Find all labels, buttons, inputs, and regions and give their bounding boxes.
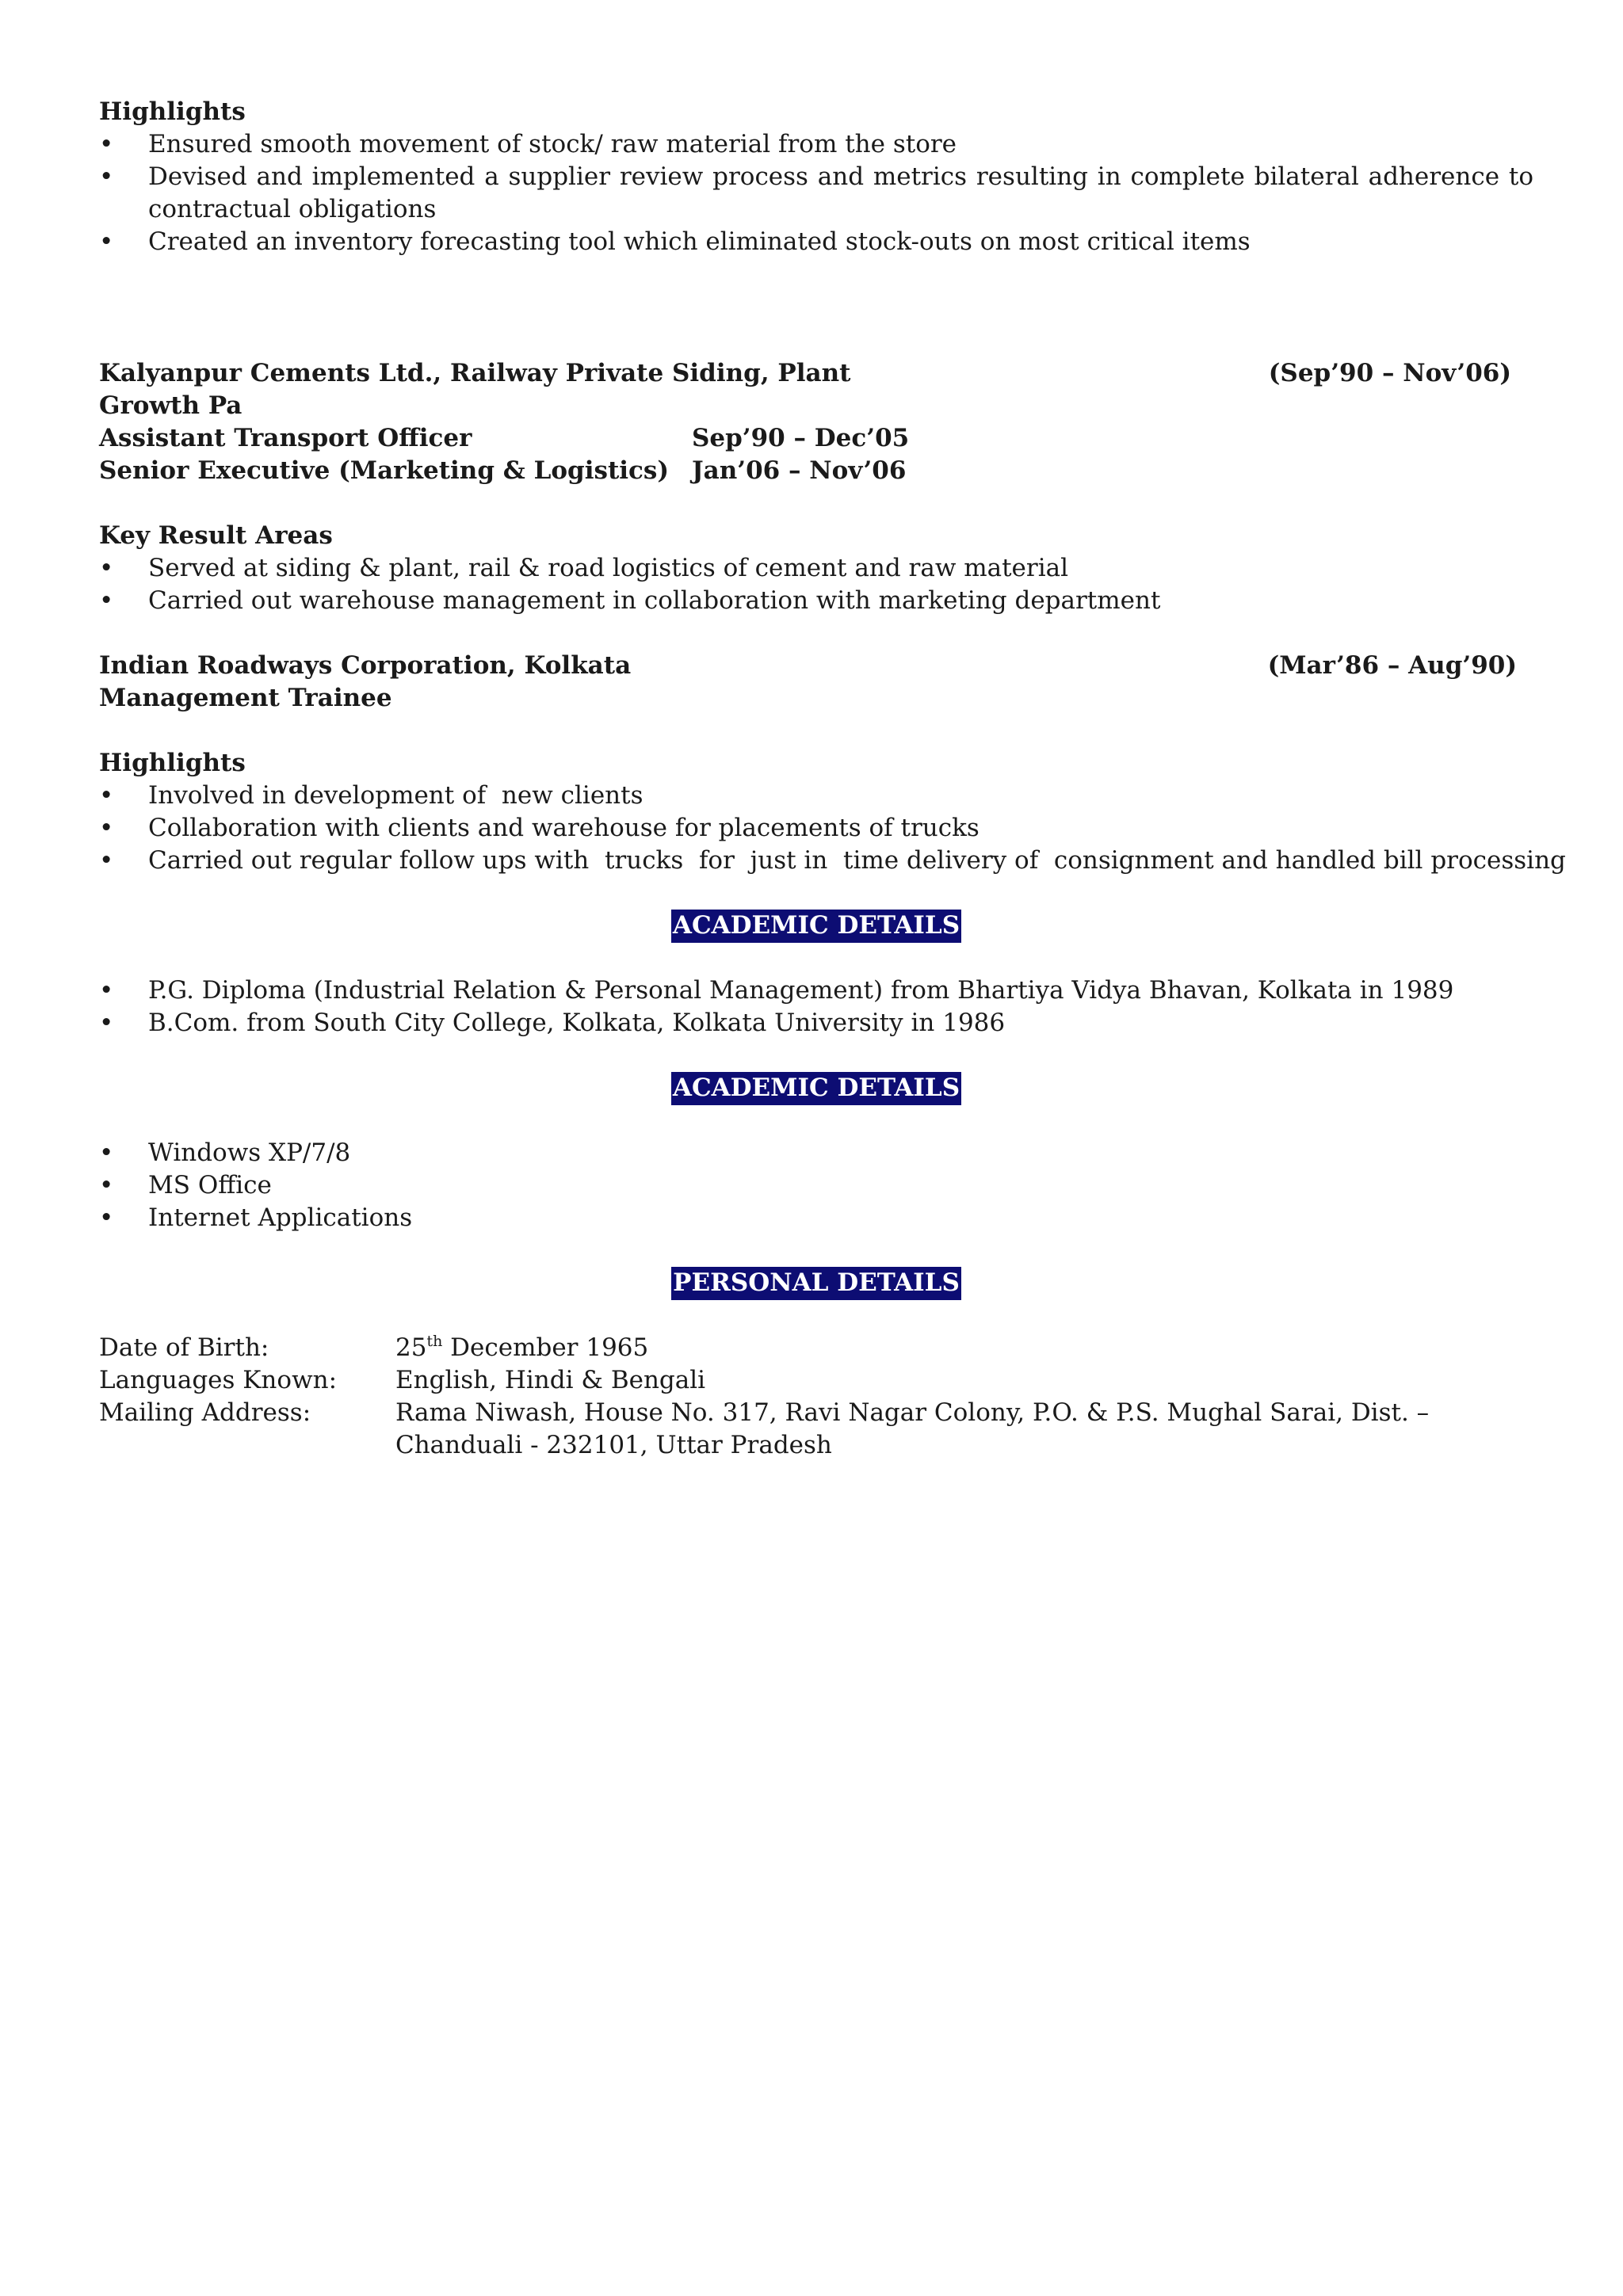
info-row-languages <box>99 1364 1533 1397</box>
spacer <box>99 1299 1533 1332</box>
spacer <box>99 942 1533 974</box>
job-period: (Sep’90 – Nov’06) <box>1268 359 1511 387</box>
spacer <box>99 487 1533 520</box>
role-title: Assistant Transport Officer <box>99 424 472 452</box>
spacer <box>99 715 1533 747</box>
section-heading-it-skills <box>99 1072 1533 1104</box>
spacer <box>99 877 1533 910</box>
section-heading-label: PERSONAL DETAILS <box>671 1267 961 1300</box>
bullet-icon: • <box>99 554 114 582</box>
list-item: • Carried out regular follow ups with trucks for just in time delivery of consignment and handled bill processing <box>99 845 1533 877</box>
job-subtitle: Growth Pa <box>99 391 242 420</box>
section-heading-personal <box>99 1267 1533 1299</box>
kra-heading: Key Result Areas <box>99 521 333 550</box>
role-dates: Sep’90 – Dec’05 <box>692 424 910 452</box>
dob-label: Date of Birth: <box>99 1333 269 1362</box>
role-row <box>99 422 1533 455</box>
bullet-icon: • <box>99 586 114 615</box>
languages-value: English, Hindi & Bengali <box>395 1366 706 1394</box>
info-row-dob <box>99 1332 1533 1364</box>
list-item: • B.Com. from South City College, Kolkata, Kolkata University in 1986 <box>99 1007 1533 1039</box>
list-item: • Devised and implemented a supplier review process and metrics resulting in complete bilateral adherence to contractual obligations <box>99 162 1533 223</box>
info-row-address <box>99 1397 1533 1462</box>
academic-list <box>99 974 1533 1039</box>
bullet-icon: • <box>99 162 114 191</box>
company-name: Indian Roadways Corporation, Kolkata <box>99 651 632 680</box>
it-skills-list <box>99 1137 1533 1234</box>
job-header-kalyanpur <box>99 357 1533 390</box>
dob-value: 25th December 1965 <box>395 1333 649 1362</box>
spacer <box>99 1104 1533 1137</box>
company-name: Kalyanpur Cements Ltd., Railway Private Siding, Plant <box>99 359 851 387</box>
address-label: Mailing Address: <box>99 1398 311 1427</box>
role-title: Senior Executive (Marketing & Logistics) <box>99 456 670 485</box>
bullet-icon: • <box>99 1203 114 1232</box>
resume-page <box>99 96 1566 1462</box>
highlights-heading: Highlights <box>99 97 246 126</box>
bullet-icon: • <box>99 1009 114 1037</box>
list-item: • Involved in development of new clients <box>99 780 1533 812</box>
section-heading-label: ACADEMIC DETAILS <box>671 910 961 943</box>
list-item: • Ensured smooth movement of stock/ raw material from the store <box>99 128 1533 161</box>
address-value: Rama Niwash, House No. 317, Ravi Nagar Colony, P.O. & P.S. Mughal Sarai, Dist. – Chanduali - 232101, Uttar Pradesh <box>395 1398 1430 1459</box>
list-item: • Created an inventory forecasting tool which eliminated stock-outs on most critical items <box>99 226 1533 258</box>
highlights-list <box>99 780 1566 877</box>
bullet-icon: • <box>99 1171 114 1199</box>
bullet-icon: • <box>99 227 114 256</box>
section-heading-label: ACADEMIC DETAILS <box>671 1072 961 1105</box>
list-item: • MS Office <box>99 1169 1533 1202</box>
bullet-icon: • <box>99 130 114 158</box>
list-item: • Collaboration with clients and warehouse for placements of trucks <box>99 812 1533 845</box>
languages-label: Languages Known: <box>99 1366 338 1394</box>
list-item: • Windows XP/7/8 <box>99 1137 1533 1169</box>
spacer <box>99 1234 1533 1267</box>
job-period: (Mar’86 – Aug’90) <box>1267 651 1517 680</box>
spacer <box>99 258 1533 356</box>
bullet-icon: • <box>99 814 114 842</box>
list-item: • Internet Applications <box>99 1202 1533 1234</box>
bullet-icon: • <box>99 976 114 1005</box>
spacer <box>99 1039 1533 1072</box>
bullet-icon: • <box>99 781 114 810</box>
role-title: Management Trainee <box>99 684 392 712</box>
role-dates: Jan’06 – Nov’06 <box>692 456 907 485</box>
list-item: • P.G. Diploma (Industrial Relation & Personal Management) from Bhartiya Vidya Bhavan, Kolkata in 1989 <box>99 974 1533 1007</box>
highlights-heading: Highlights <box>99 749 246 777</box>
list-item: • Served at siding & plant, rail & road logistics of cement and raw material <box>99 552 1533 585</box>
section-heading-academic <box>99 910 1533 942</box>
list-item: • Carried out warehouse management in collaboration with marketing department <box>99 585 1533 617</box>
bullet-icon: • <box>99 846 114 875</box>
role-row <box>99 455 1533 487</box>
highlights-list <box>99 128 1533 258</box>
kra-list <box>99 552 1533 617</box>
bullet-icon: • <box>99 1138 114 1167</box>
spacer <box>99 617 1533 650</box>
job-header-roadways <box>99 650 1533 682</box>
